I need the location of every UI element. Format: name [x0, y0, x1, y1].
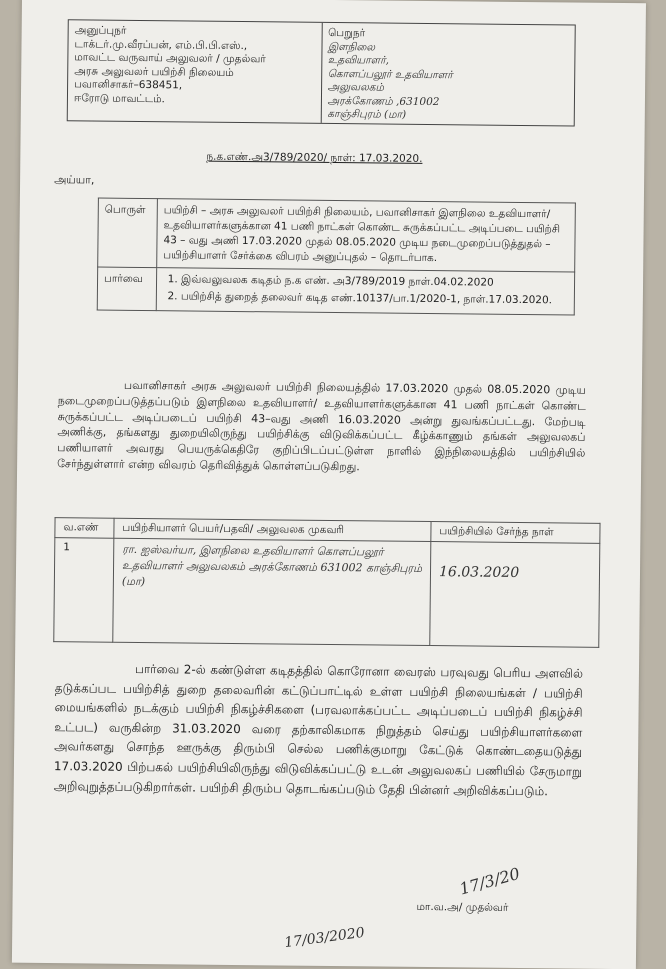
references-label: பார்வை: [97, 267, 156, 311]
address-box: [67, 19, 576, 126]
col-header-date: பயிற்சியில் சேர்ந்த நாள்: [431, 522, 600, 544]
subject-text: பயிற்சி – அரசு அலுவலர் பயிற்சி நிலையம், பவானிசாகர் இளநிலை உதவியாளர்/ உதவியாளர்களுக்கான 41 பணி நாட்கள் கொண்ட சுருக்கப்பட்ட அடிப்படை பயிற்சி 43 – வது அணி 17.03.2020 முதல் 08.05.2020 முடிய நடைமுறைப்படுத்துதல் – பயிற்சியாளர் சேர்க்கை விபரம் அனுப்புதல் – தொடர்பாக.: [157, 199, 576, 272]
subject-label: பொருள்: [98, 198, 158, 268]
sender-address: [68, 20, 322, 123]
body-paragraph-1: பவானிசாகர் அரசு அலுவலர் பயிற்சி நிலையத்தில் 17.03.2020 முதல் 08.05.2020 முடிய நடைமுறைப்படுத்தப்படும் இளநிலை உதவியாளர்/ உதவியாளர்களுக்கான 41 பணி நாட்கள் கொண்ட சுருக்கப்பட்ட அடிப்படைப் பயிற்சி 43–வது அணி 16.03.2020 அன்று துவங்கப்பட்டது. மேற்படி அணிக்கு, தங்களது துறையிலிருந்து பயிற்சிக்கு விடுவிக்கப்பட்ட கீழ்க்காணும் தங்கள் அலுவலகப் பணியாளர் அவரது பெயருக்கெதிரே குறிப்பிடப்பட்டுள்ள நாளில் இந்நிலையத்தில் பயிற்சியில் சேர்ந்துள்ளார் என்ற விவரம் தெரிவித்துக் கொள்ளப்படுகிறது.: [57, 378, 586, 474]
references-list: [156, 268, 574, 315]
recipient-line: அரக்கோணம் ,631002: [327, 94, 440, 108]
salutation: அய்யா,: [54, 173, 95, 187]
initial-signature: 17/03/2020: [283, 924, 366, 952]
cell-date: 16.03.2020: [430, 542, 600, 648]
cell-details: ரா. ஐஸ்வர்யா, இளநிலை உதவியாளர் கொளப்பலூர் உதவியாளர் அலுவலகம் அரக்கோணம் 631002 காஞ்சிபுரம் (மா): [113, 538, 431, 645]
subject-table: [97, 198, 576, 316]
reference-item: 1. இவ்வலுவலக கடிதம் ந.க எண். அ3/789/2019 நாள்.04.02.2020: [181, 272, 568, 291]
letter-page: [12, 0, 646, 969]
sender-line: மாவட்ட வருவாய் அலுவலர் / முதல்வர்: [74, 51, 266, 66]
sender-line: ஈரோடு மாவட்டம்.: [73, 91, 165, 105]
recipient-line: கொளப்பலூர் உதவியாளர்: [327, 67, 453, 81]
reference-number: ந.க.எண்.அ3/789/2020/ நாள்: 17.03.2020.: [206, 150, 423, 165]
col-header-details: பயிற்சியாளர் பெயர்/பதவி/ அலுவலக முகவரி: [114, 518, 431, 541]
recipient-line: பெறுநர்: [328, 26, 366, 40]
recipient-line: இளநிலை: [327, 40, 376, 53]
sender-line: பவானிசாகர்–638451,: [74, 78, 183, 92]
recipient-line: உதவியாளர்,: [327, 53, 390, 67]
sender-line: அரசு அலுவலர் பயிற்சி நிலையம்: [74, 64, 234, 79]
sender-line: டாக்டர்.மு.வீரப்பன், எம்.பி.பி.எஸ்.,: [74, 37, 248, 52]
cell-sno: 1: [54, 538, 114, 643]
recipient-address: [320, 23, 575, 126]
col-header-sno: வ.எண்: [55, 518, 114, 539]
body-paragraph-2: பார்வை 2-ல் கண்டுள்ள கடிதத்தில் கொரோனா வைரஸ் பரவுவது பெரிய அளவில் தடுக்கப்பட பயிற்சித் துறை தலைவரின் கட்டுப்பாட்டில் உள்ள பயிற்சி நிலையங்கள் / பயிற்சி மையங்களில் நடக்கும் பயிற்சி நிகழ்ச்சிகளை (பரவலாக்கப்பட்ட அடிப்படைப் பயிற்சி நிகழ்ச்சி உட்பட) வருகின்ற 31.03.2020 வரை தற்காலிகமாக நிறுத்தம் செய்து பயிற்சியாளர்களை அவர்களது சொந்த ஊருக்கு திரும்பி செல்ல பணிக்குமாறு கேட்டுக் கொண்டதையடுத்து 17.03.2020 பிற்பகல் பயிற்சியிலிருந்து விடுவிக்கப்பட்டு உடன் அலுவலகப் பணியில் சேருமாறு அறிவுறுத்தப்படுகிறார்கள். பயிற்சி திரும்ப தொடங்கப்படும் தேதி பின்னர் அறிவிக்கப்படும்.: [53, 661, 584, 798]
reference-item: 2. பயிற்சித் துறைத் தலைவர் கடித எண்.10137/பா.1/2020-1, நாள்.17.03.2020.: [181, 289, 568, 308]
table-row: [54, 538, 600, 648]
recipient-line: காஞ்சிபுரம் (மா): [327, 107, 407, 121]
designation: மா.வ.அ/ முதல்வர்: [416, 900, 509, 914]
recipient-line: அலுவலகம்: [327, 80, 385, 94]
trainee-table: [53, 517, 600, 648]
sender-line: அனுப்புநர்: [74, 24, 127, 37]
principal-signature: 17/3/20: [457, 863, 522, 899]
